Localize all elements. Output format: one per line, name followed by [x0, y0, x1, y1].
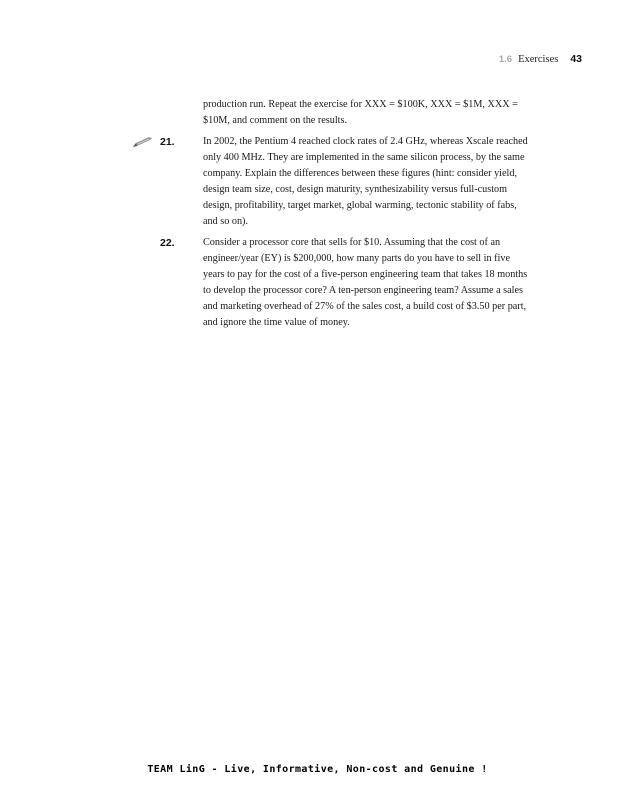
exercise-21	[160, 134, 585, 230]
pencil-icon	[132, 136, 154, 148]
exercise-number: 22.	[160, 237, 175, 249]
exercise-text	[203, 134, 585, 230]
footer-banner: TEAM LinG - Live, Informative, Non-cost and Genuine !	[147, 764, 488, 775]
text-line: and ignore the time value of money.	[203, 317, 350, 328]
text-line: years to pay for the cost of a five-person engineering team that takes 18 months	[203, 269, 528, 280]
exercise-number: 21.	[160, 136, 175, 148]
continued-paragraph	[160, 97, 585, 129]
text-line: production run. Repeat the exercise for XXX = $100K, XXX = $1M, XXX =	[203, 99, 518, 110]
exercise-22	[160, 235, 585, 331]
text-line: Consider a processor core that sells for $10. Assuming that the cost of an	[203, 237, 501, 248]
text-line: and marketing overhead of 27% of the sales cost, a build cost of $3.50 per part,	[203, 301, 527, 312]
text-line: design team size, cost, design maturity, synthesizability versus full-custom	[203, 184, 508, 195]
text-line: $10M, and comment on the results.	[203, 115, 348, 126]
page-body	[160, 97, 585, 336]
text-line: and so on).	[203, 216, 248, 227]
text-line: to develop the processor core? A ten-person engineering team? Assume a sales	[203, 285, 523, 296]
text-line: engineer/year (EY) is $200,000, how many parts do you have to sell in five	[203, 253, 510, 264]
exercise-text	[203, 235, 585, 331]
text-line: only 400 MHz. They are implemented in the same silicon process, by the same	[203, 152, 525, 163]
page-number: 43	[570, 53, 582, 65]
text-line: In 2002, the Pentium 4 reached clock rates of 2.4 GHz, whereas Xscale reached	[203, 136, 528, 147]
text-line: company. Explain the differences between these figures (hint: consider yield,	[203, 168, 518, 179]
section-title: Exercises	[518, 54, 559, 65]
text-line: design, profitability, target market, global warming, tectonic stability of fabs,	[203, 200, 517, 211]
section-number: 1.6	[498, 54, 513, 65]
running-header	[499, 53, 582, 65]
